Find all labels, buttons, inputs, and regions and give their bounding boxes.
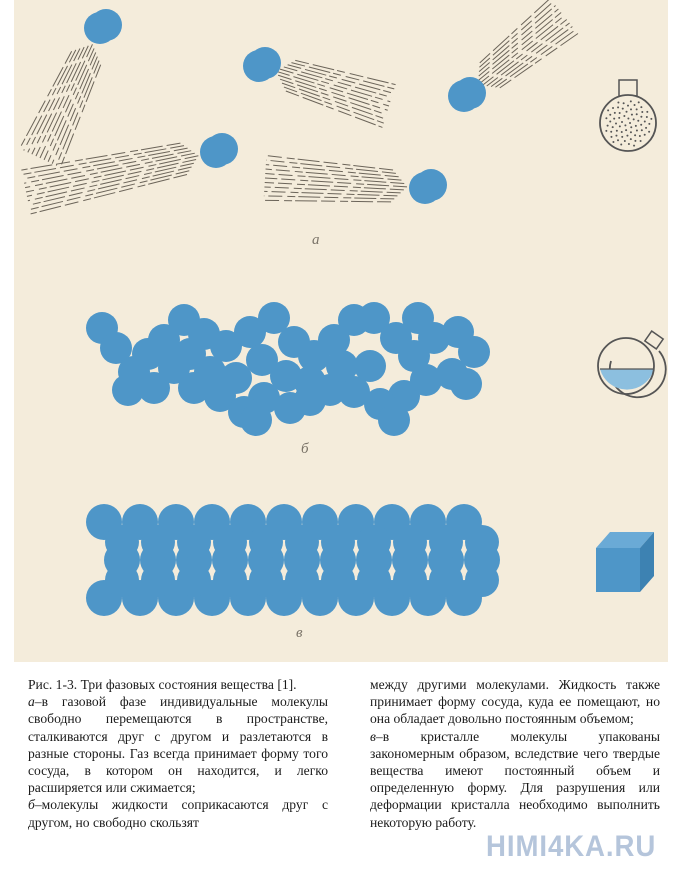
figure-drawing <box>14 0 668 662</box>
flask-gas-dot <box>634 140 636 142</box>
flask-gas-dot <box>629 122 631 124</box>
crystal-molecule <box>393 525 427 559</box>
caption-c-letter: в <box>370 728 376 744</box>
motion-trail-line <box>24 50 76 151</box>
flask-gas-dot <box>637 120 639 122</box>
gas-molecule <box>90 9 122 41</box>
flask-gas-dot <box>640 124 642 126</box>
caption-b-letter: б <box>28 797 35 813</box>
caption-c <box>370 728 660 831</box>
flask-gas-dot <box>633 145 635 147</box>
phase-states-figure <box>14 0 668 662</box>
motion-trail-line <box>60 65 100 168</box>
flask-gas-dot <box>648 131 650 133</box>
flask-gas-dot <box>615 123 617 125</box>
caption-a-letter: а <box>28 694 35 710</box>
liquid-flask-icon <box>598 331 666 397</box>
panel-label-b: б <box>301 441 309 457</box>
flask-gas-dot <box>640 140 642 142</box>
solid-molecules-panel <box>86 504 500 616</box>
flask-gas-dot <box>631 114 633 116</box>
flask-gas-dot <box>630 126 632 128</box>
flask-gas-dot <box>621 136 623 138</box>
flask-gas-dot <box>636 108 638 110</box>
motion-trail-line <box>495 30 575 87</box>
flask-gas-dot <box>616 130 618 132</box>
flask-gas-dot <box>624 124 626 126</box>
liquid-molecule <box>326 350 358 382</box>
flask-gas-dot <box>617 139 619 141</box>
flask-gas-dot <box>634 104 636 106</box>
caption-b-continued: между другими молекулами. Жидкость также принимает форму сосуда, куда ее помещают, но она обладает довольно постоянным объемом; <box>370 677 660 727</box>
flask-gas-dot <box>626 111 628 113</box>
crystal-molecule <box>177 563 211 597</box>
crystal-molecule <box>285 525 319 559</box>
liquid-molecule <box>112 374 144 406</box>
liquid-molecule <box>294 366 326 398</box>
motion-trail-line <box>295 60 395 84</box>
caption-title: Рис. 1-3. Три фазовых состояния вещества [1]. <box>28 677 297 692</box>
flask-gas-dot <box>623 102 625 104</box>
flask-gas-dot <box>622 108 624 110</box>
flask-gas-dot <box>641 129 643 131</box>
motion-trail-line <box>264 196 394 199</box>
flask-gas-dot <box>630 108 632 110</box>
flask-gas-dot <box>610 131 612 133</box>
flask-gas-dot <box>612 107 614 109</box>
solid-cube-icon <box>596 532 654 592</box>
caption-column-right <box>370 676 660 831</box>
motion-trail-line <box>52 57 97 164</box>
flask-gas-dot <box>614 112 616 114</box>
crystal-molecule <box>429 525 463 559</box>
flask-gas-dot <box>638 101 640 103</box>
gas-molecule <box>249 47 281 79</box>
liquid-molecule <box>354 350 386 382</box>
liquid-molecule <box>132 338 164 370</box>
flask-gas-dot <box>610 136 612 138</box>
flask-gas-dot <box>630 138 632 140</box>
gas-molecule <box>415 169 447 201</box>
flask-gas-dot <box>609 120 611 122</box>
motion-trail-line <box>288 65 393 93</box>
crystal-molecule <box>465 525 499 559</box>
flask-gas-dot <box>605 117 607 119</box>
flask-gas-dot <box>620 143 622 145</box>
flask-gas-dot <box>634 134 636 136</box>
flask-gas-dot <box>648 123 650 125</box>
motion-trail-line <box>264 200 391 202</box>
crystal-molecule <box>141 525 175 559</box>
caption-b <box>28 796 328 830</box>
liquid-molecule <box>174 338 206 370</box>
crystal-molecule <box>141 563 175 597</box>
flask-gas-dot <box>619 125 621 127</box>
flask-gas-dot <box>605 130 607 132</box>
caption-a-text: –в газовой фазе индивидуальные молекулы свободно перемещаются в пространстве, сталкиваются друг с другом и разлетаются в разные стороны. Газ всегда принимает форму того сосуда, в котором он находится, и легко расширяется или сжимается; <box>28 694 328 796</box>
crystal-molecule <box>249 563 283 597</box>
flask-gas-dot <box>644 121 646 123</box>
site-watermark: HIMI4KA.RU <box>486 830 657 863</box>
flask-gas-dot <box>619 112 621 114</box>
crystal-molecule <box>105 525 139 559</box>
crystal-molecule <box>105 563 139 597</box>
flask-gas-dot <box>618 117 620 119</box>
flask-gas-dot <box>640 106 642 108</box>
flask-gas-dot <box>621 131 623 133</box>
gas-flask-icon <box>600 80 656 151</box>
crystal-molecule <box>393 563 427 597</box>
liquid-molecules-panel <box>86 302 490 436</box>
flask-gas-dot <box>645 127 647 129</box>
caption-column-left <box>28 676 328 831</box>
crystal-molecule <box>357 563 391 597</box>
flask-gas-dot <box>612 126 614 128</box>
gas-molecule <box>454 77 486 109</box>
flask-gas-dot <box>646 116 648 118</box>
flask-gas-dot <box>607 109 609 111</box>
flask-gas-dot <box>607 125 609 127</box>
flask-gas-dot <box>613 118 615 120</box>
liquid-molecule <box>240 404 272 436</box>
crystal-molecule <box>321 563 355 597</box>
motion-trail-line <box>284 87 384 123</box>
flask-gas-dot <box>615 135 617 137</box>
motion-trail-line <box>266 156 393 170</box>
panel-label-c: в <box>296 625 303 641</box>
crystal-molecule <box>321 525 355 559</box>
flask-gas-dot <box>630 100 632 102</box>
flask-gas-dot <box>641 111 643 113</box>
flask-gas-dot <box>630 131 632 133</box>
motion-trail-line <box>480 0 550 63</box>
caption-b-text: –молекулы жидкости соприкасаются друг с другом, но свободно скользят <box>28 797 328 830</box>
flask-gas-dot <box>633 118 635 120</box>
flask-gas-dot <box>650 118 652 120</box>
crystal-molecule <box>213 525 247 559</box>
motion-trail-line <box>265 182 404 189</box>
crystal-molecule <box>465 563 499 597</box>
motion-trail-line <box>479 2 552 67</box>
flask-gas-dot <box>627 117 629 119</box>
liquid-molecule <box>274 392 306 424</box>
motion-trail-line <box>479 6 556 72</box>
flask-gas-dot <box>636 129 638 131</box>
flask-gas-dot <box>609 114 611 116</box>
flask-gas-dot <box>627 105 629 107</box>
flask-gas-dot <box>623 115 625 117</box>
flask-gas-dot <box>628 143 630 145</box>
motion-trail-line <box>20 51 72 148</box>
crystal-molecule <box>213 563 247 597</box>
motion-trail-line <box>286 91 383 127</box>
flask-gas-dot <box>635 125 637 127</box>
motion-trail-line <box>31 174 187 213</box>
gas-molecule <box>206 133 238 165</box>
flask-gas-dot <box>640 116 642 118</box>
motion-trail-line <box>491 26 572 86</box>
crystal-molecule <box>285 563 319 597</box>
flask-gas-dot <box>625 129 627 131</box>
caption-a <box>28 693 328 796</box>
flask-gas-dot <box>646 111 648 113</box>
crystal-molecule <box>429 563 463 597</box>
flask-gas-dot <box>617 106 619 108</box>
motion-trail-line <box>500 33 578 87</box>
caption-c-text: –в кристалле молекулы упакованы закономерным образом, вследствие чего твердые вещества имеют постоянный объем и определенную форму. Для разрушения или деформации кристалла необходимо выполнить некоторую работу. <box>370 728 660 830</box>
crystal-molecule <box>177 525 211 559</box>
liquid-molecule <box>402 302 434 334</box>
flask-gas-dot <box>617 101 619 103</box>
liquid-molecule <box>450 368 482 400</box>
panel-label-a: а <box>312 232 320 248</box>
flask-gas-dot <box>639 135 641 137</box>
flask-gas-dot <box>621 121 623 123</box>
crystal-molecule <box>357 525 391 559</box>
flask-gas-dot <box>636 113 638 115</box>
flask-gas-dot <box>626 135 628 137</box>
flask-gas-dot <box>644 134 646 136</box>
motion-trail-line <box>482 19 566 85</box>
flask-gas-dot <box>612 141 614 143</box>
flask-gas-dot <box>624 140 626 142</box>
gas-molecules-panel <box>20 0 578 214</box>
liquid-molecule <box>378 404 410 436</box>
motion-trail-line <box>478 16 564 85</box>
crystal-molecule <box>249 525 283 559</box>
